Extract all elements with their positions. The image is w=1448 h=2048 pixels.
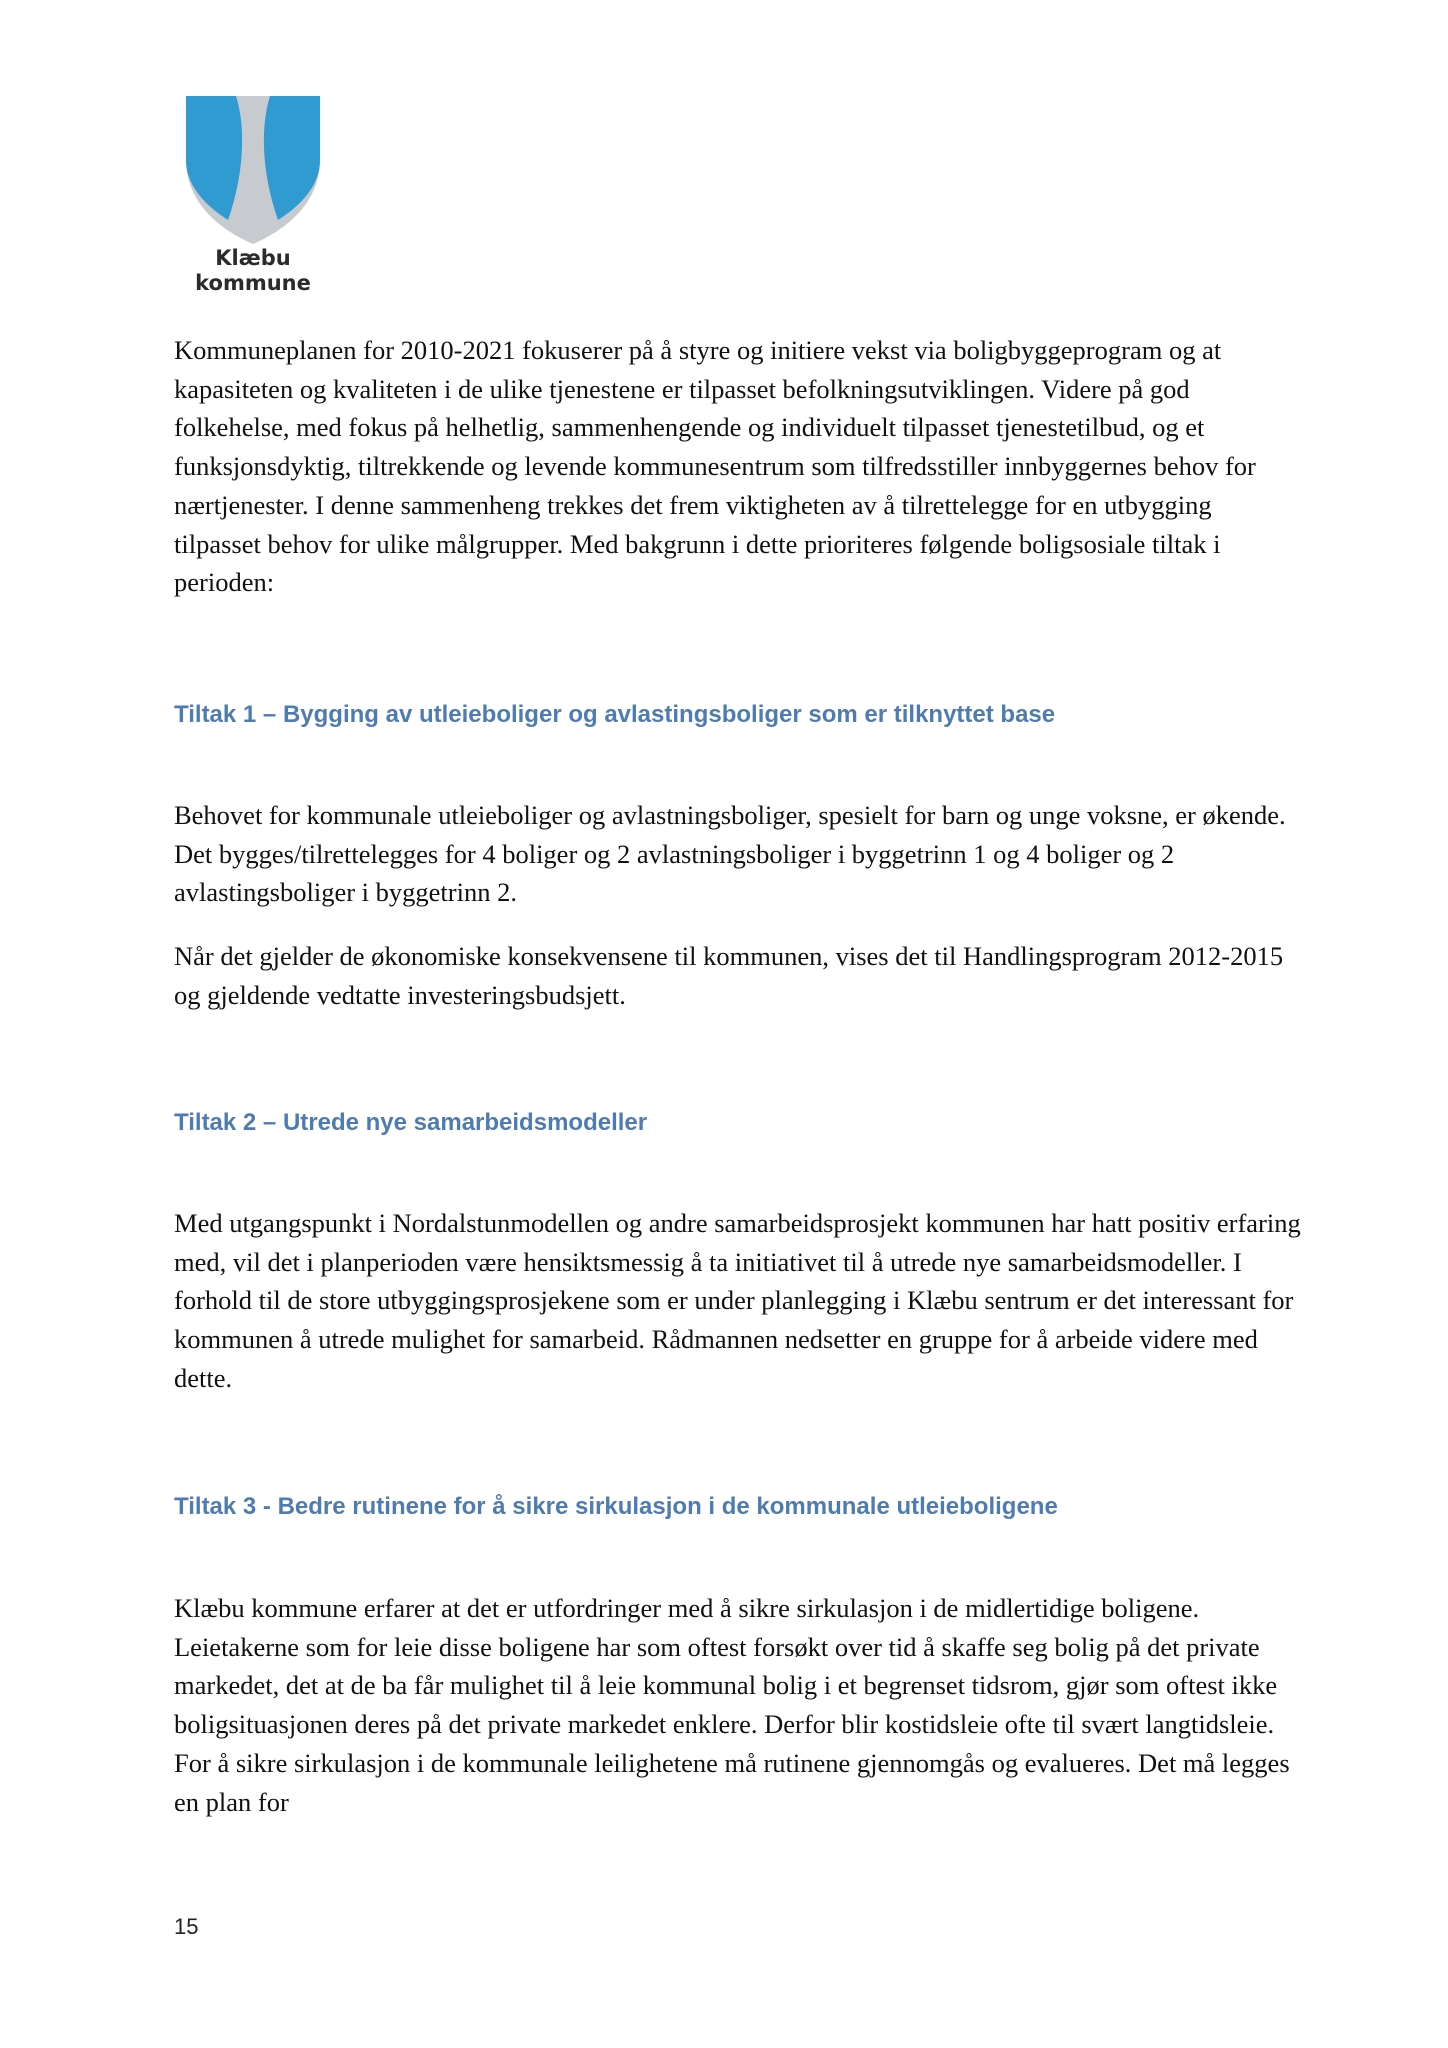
logo-kommune-line: kommune	[195, 271, 311, 295]
section-3-heading: Tiltak 3 - Bedre rutinene for å sikre sirkulasjon i de kommunale utleieboligene	[174, 1493, 1058, 1520]
section-2-paragraph-1: Med utgangspunkt i Nordalstunmodellen og andre samarbeidsprosjekt kommunen har hatt positiv erfaring med, vil det i planperioden være hensiktsmessig å ta initiativet til å utrede nye samarbeidsmodeller. I forhold til de store utbyggingsprosjekene som er under planlegging i Klæbu sentrum er det interessant for kommunen å utrede mulighet for samarbeid. Rådmannen nedsetter en gruppe for å arbeide videre med dette.	[174, 1208, 1301, 1393]
klaebu-kommune-logo	[178, 88, 328, 306]
intro-paragraph: Kommuneplanen for 2010-2021 fokuserer på å styre og initiere vekst via boligbyggeprogram og at kapasiteten og kvaliteten i de ulike tjenestene er tilpasset befolkningsutviklingen. Videre på god folkehelse, med fokus på helhetlig, sammenhengende og individuelt tilpasset tjenestetilbud, og et funksjonsdyktig, tiltrekkende og levende kommunesentrum som tilfredsstiller innbyggernes behov for nærtjenester. I denne sammenheng trekkes det frem viktigheten av å tilrettelegge for en utbygging tilpasset behov for ulike målgrupper. Med bakgrunn i dette prioriteres følgende boligsosiale tiltak i perioden:	[174, 335, 1256, 598]
section-2-heading: Tiltak 2 – Utrede nye samarbeidsmodeller	[174, 1109, 648, 1136]
section-1-paragraph-1: Behovet for kommunale utleieboliger og avlastningsboliger, spesielt for barn og unge voksne, er økende. Det bygges/tilrettelegges for 4 boliger og 2 avlastningsboliger i byggetrinn 1 og 4 boliger og 2 avlastingsboliger i byggetrinn 2.	[174, 800, 1286, 908]
section-1-paragraph-2: Når det gjelder de økonomiske konsekvensene til kommunen, vises det til Handlingsprogram 2012-2015 og gjeldende vedtatte investeringsbudsjett.	[174, 941, 1284, 1010]
page-number: 15	[174, 1914, 199, 1939]
section-3-paragraph-1: Klæbu kommune erfarer at det er utfordringer med å sikre sirkulasjon i de midlertidige boligene. Leietakerne som for leie disse boligene har som oftest forsøkt over tid å skaffe seg bolig på det private markedet, det at de ba får mulighet til å leie kommunal bolig i et begrenset tidsrom, gjør som oftest ikke boligsituasjonen deres på det private markedet enklere. Derfor blir kostidsleie ofte til svært langtidsleie. For å sikre sirkulasjon i de kommunale leilighetene må rutinene gjennomgås og evalueres. Det må legges en plan for	[174, 1593, 1290, 1817]
section-1-heading: Tiltak 1 – Bygging av utleieboliger og avlastingsboliger som er tilknyttet base	[174, 701, 1056, 728]
coat-of-arms-icon	[178, 88, 328, 248]
logo-name-line: Klæbu	[215, 246, 291, 270]
